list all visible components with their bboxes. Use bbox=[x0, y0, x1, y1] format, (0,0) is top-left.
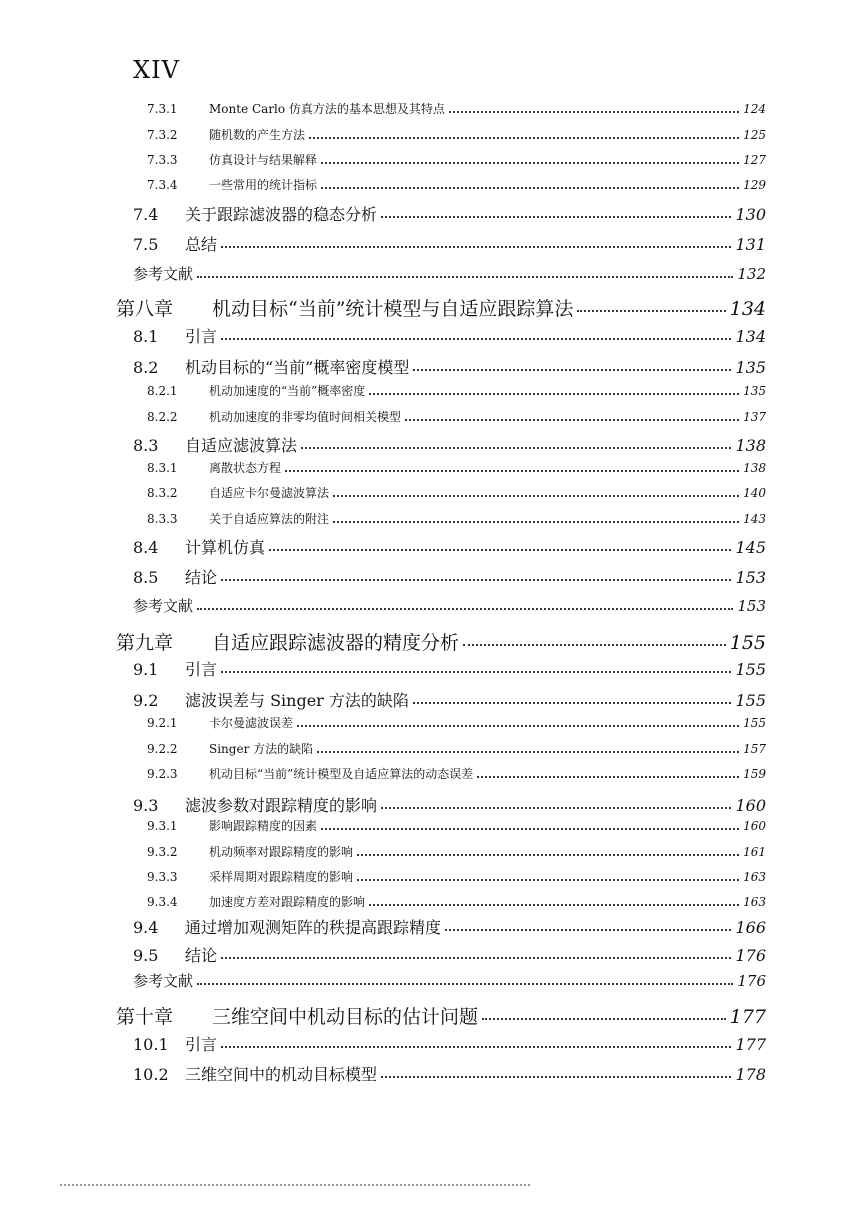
toc-entry-title: 一些常用的统计指标 bbox=[209, 178, 318, 192]
dot-leader bbox=[477, 776, 739, 778]
toc-entry-number: 9.1 bbox=[133, 660, 159, 679]
toc-entry-title: 自适应跟踪滤波器的精度分析 bbox=[212, 632, 460, 654]
dot-leader bbox=[413, 702, 732, 704]
toc-entry-number: 8.1 bbox=[133, 327, 159, 346]
toc-entry-page: 166 bbox=[735, 918, 766, 937]
dot-leader bbox=[197, 608, 733, 610]
toc-entry-number: 7.3.2 bbox=[147, 128, 178, 142]
toc-entry[interactable] bbox=[147, 817, 766, 834]
toc-entry-number: 8.5 bbox=[133, 568, 159, 587]
dot-leader bbox=[321, 828, 739, 830]
dot-leader bbox=[369, 904, 739, 906]
toc-entry[interactable] bbox=[133, 232, 766, 255]
toc-entry[interactable] bbox=[133, 915, 766, 938]
toc-entry-page: 163 bbox=[743, 895, 766, 909]
toc-entry-number: 第十章 bbox=[116, 1006, 174, 1028]
toc-entry[interactable] bbox=[147, 459, 766, 476]
dot-leader bbox=[297, 725, 739, 727]
toc-entry-number: 7.4 bbox=[133, 205, 159, 224]
toc-entry-page: 155 bbox=[735, 691, 766, 710]
toc-entry-page: 178 bbox=[735, 1065, 766, 1084]
toc-entry-number: 10.2 bbox=[133, 1065, 169, 1084]
toc-entry-page: 129 bbox=[743, 178, 766, 192]
toc-entry-title: 引言 bbox=[185, 327, 218, 346]
toc-entry-title: 滤波误差与 Singer 方法的缺陷 bbox=[185, 691, 409, 710]
toc-entry-number: 7.3.4 bbox=[147, 178, 178, 192]
toc-entry-page: 163 bbox=[743, 870, 766, 884]
toc-entry-page: 161 bbox=[743, 845, 766, 859]
toc-entry[interactable] bbox=[133, 793, 766, 816]
toc-entry[interactable] bbox=[116, 1002, 766, 1029]
toc-entry-page: 124 bbox=[743, 102, 766, 116]
toc-entry-page: 157 bbox=[743, 742, 766, 756]
toc-entry-title: 参考文献 bbox=[133, 972, 194, 990]
toc-entry-title: 引言 bbox=[185, 1035, 218, 1054]
toc-entry-page: 160 bbox=[743, 819, 766, 833]
toc-entry[interactable] bbox=[133, 565, 766, 588]
toc-entry-page: 143 bbox=[743, 512, 766, 526]
toc-entry-number: 9.2.3 bbox=[147, 767, 178, 781]
toc-entry[interactable] bbox=[133, 263, 766, 284]
toc-entry-title: 机动目标的“当前”概率密度模型 bbox=[185, 358, 410, 377]
toc-entry-page: 135 bbox=[743, 384, 766, 398]
toc-entry[interactable] bbox=[147, 714, 766, 731]
toc-entry-number: 9.3.2 bbox=[147, 845, 178, 859]
dot-leader bbox=[221, 957, 731, 959]
toc-entry[interactable] bbox=[133, 970, 766, 991]
toc-entry-number: 9.3.1 bbox=[147, 819, 178, 833]
toc-entry-title: 计算机仿真 bbox=[185, 538, 266, 557]
toc-entry-title: 引言 bbox=[185, 660, 218, 679]
toc-entry-number: 7.5 bbox=[133, 235, 159, 254]
toc-entry-number: 8.3.1 bbox=[147, 461, 178, 475]
toc-entry-page: 134 bbox=[729, 298, 766, 320]
toc-entry[interactable] bbox=[116, 628, 766, 655]
toc-entry-page: 153 bbox=[737, 597, 766, 615]
toc-entry[interactable] bbox=[133, 943, 766, 966]
toc-entry-page: 130 bbox=[735, 205, 766, 224]
dot-leader bbox=[221, 246, 731, 248]
toc-entry-number: 8.2.2 bbox=[147, 410, 178, 424]
toc-entry-number: 9.4 bbox=[133, 918, 159, 937]
toc-entry-page: 145 bbox=[735, 538, 766, 557]
toc-entry-title: 随机数的产生方法 bbox=[209, 128, 306, 142]
toc-entry[interactable] bbox=[147, 843, 766, 860]
toc-entry-number: 8.3 bbox=[133, 436, 159, 455]
toc-entry-title: 加速度方差对跟踪精度的影响 bbox=[209, 895, 366, 909]
toc-entry-title: Singer 方法的缺陷 bbox=[209, 742, 314, 756]
toc-entry-title: 机动目标“当前”统计模型与自适应跟踪算法 bbox=[212, 298, 574, 320]
toc-entry[interactable] bbox=[147, 382, 766, 399]
toc-entry-title: 三维空间中的机动目标模型 bbox=[185, 1065, 378, 1084]
toc-entry[interactable] bbox=[133, 1062, 766, 1085]
toc-entry[interactable] bbox=[116, 294, 766, 321]
toc-entry-title: 关于自适应算法的附注 bbox=[209, 512, 330, 526]
toc-entry-title: 机动频率对跟踪精度的影响 bbox=[209, 845, 354, 859]
toc-entry-number: 9.3 bbox=[133, 796, 159, 815]
dot-leader bbox=[321, 187, 739, 189]
dot-leader bbox=[445, 929, 731, 931]
toc-entry-title: 三维空间中机动目标的估计问题 bbox=[212, 1006, 479, 1028]
toc-entry-number: 第九章 bbox=[116, 632, 174, 654]
toc-entry[interactable] bbox=[147, 176, 766, 193]
toc-entry-title: 机动加速度的“当前”概率密度 bbox=[209, 384, 366, 398]
toc-entry[interactable] bbox=[133, 535, 766, 558]
toc-entry-title: Monte Carlo 仿真方法的基本思想及其特点 bbox=[209, 102, 445, 116]
toc-entry-title: 结论 bbox=[185, 568, 218, 587]
toc-entry-title: 仿真设计与结果解释 bbox=[209, 153, 318, 167]
toc-entry-number: 8.3.2 bbox=[147, 486, 178, 500]
dot-leader bbox=[381, 216, 731, 218]
toc-entry[interactable] bbox=[147, 126, 766, 143]
dot-leader bbox=[357, 879, 739, 881]
toc-entry-number: 9.3.4 bbox=[147, 895, 178, 909]
toc-entry-page: 155 bbox=[735, 660, 766, 679]
dot-leader bbox=[463, 644, 726, 646]
toc-entry-number: 9.5 bbox=[133, 946, 159, 965]
toc-entry[interactable] bbox=[147, 765, 766, 782]
toc-entry-number: 10.1 bbox=[133, 1035, 169, 1054]
toc-entry[interactable] bbox=[133, 595, 766, 616]
toc-entry-title: 关于跟踪滤波器的稳态分析 bbox=[185, 205, 378, 224]
toc-entry-page: 135 bbox=[735, 358, 766, 377]
toc-entry-page: 127 bbox=[743, 153, 766, 167]
toc-entry-page: 125 bbox=[743, 128, 766, 142]
toc-entry-title: 自适应滤波算法 bbox=[185, 436, 298, 455]
dot-leader bbox=[449, 111, 739, 113]
toc-entry-page: 159 bbox=[743, 767, 766, 781]
dot-leader bbox=[381, 1076, 731, 1078]
toc-entry[interactable] bbox=[133, 324, 766, 347]
toc-entry[interactable] bbox=[133, 1032, 766, 1055]
toc-entry[interactable] bbox=[133, 688, 766, 711]
toc-entry-title: 参考文献 bbox=[133, 597, 194, 615]
dot-leader bbox=[197, 983, 733, 985]
dot-leader bbox=[285, 470, 739, 472]
page-number: XIV bbox=[133, 56, 180, 84]
toc-entry-page: 177 bbox=[735, 1035, 766, 1054]
toc-entry-page: 155 bbox=[743, 716, 766, 730]
toc-entry-page: 131 bbox=[735, 235, 766, 254]
toc-entry[interactable] bbox=[147, 100, 766, 117]
dot-leader bbox=[413, 369, 731, 371]
toc-entry-number: 第八章 bbox=[116, 298, 174, 320]
toc-entry-title: 机动目标“当前”统计模型及自适应算法的动态误差 bbox=[209, 767, 474, 781]
toc-entry-number: 9.2.2 bbox=[147, 742, 178, 756]
toc-entry-title: 影响跟踪精度的因素 bbox=[209, 819, 318, 833]
toc-entry-title: 滤波参数对跟踪精度的影响 bbox=[185, 796, 378, 815]
toc-entry[interactable] bbox=[147, 868, 766, 885]
dot-leader bbox=[381, 807, 731, 809]
toc-entry-page: 155 bbox=[729, 632, 766, 654]
dot-leader bbox=[317, 751, 739, 753]
toc-entry-page: 153 bbox=[735, 568, 766, 587]
toc-entry[interactable] bbox=[147, 151, 766, 168]
toc-entry-title: 参考文献 bbox=[133, 265, 194, 283]
dot-leader bbox=[309, 137, 739, 139]
dot-leader bbox=[482, 1018, 726, 1020]
dot-leader bbox=[197, 276, 733, 278]
dot-leader bbox=[221, 579, 731, 581]
toc-entry[interactable] bbox=[133, 433, 766, 456]
dot-leader bbox=[269, 549, 731, 551]
toc-entry[interactable] bbox=[147, 510, 766, 527]
toc-entry-number: 7.3.1 bbox=[147, 102, 178, 116]
toc-entry-title: 采样周期对跟踪精度的影响 bbox=[209, 870, 354, 884]
dot-leader bbox=[221, 671, 731, 673]
toc-entry-title: 总结 bbox=[185, 235, 218, 254]
toc-entry-page: 138 bbox=[735, 436, 766, 455]
scan-noise-line bbox=[60, 1180, 530, 1186]
dot-leader bbox=[357, 854, 739, 856]
toc-entry-page: 137 bbox=[743, 410, 766, 424]
toc-entry-page: 176 bbox=[735, 946, 766, 965]
toc-entry-page: 140 bbox=[743, 486, 766, 500]
toc-entry-title: 自适应卡尔曼滤波算法 bbox=[209, 486, 330, 500]
toc-entry-number: 8.4 bbox=[133, 538, 159, 557]
toc-entry-page: 160 bbox=[735, 796, 766, 815]
dot-leader bbox=[369, 393, 739, 395]
toc-entry-title: 离散状态方程 bbox=[209, 461, 282, 475]
toc-entry-number: 9.3.3 bbox=[147, 870, 178, 884]
toc-entry-number: 9.2.1 bbox=[147, 716, 178, 730]
toc-entry-number: 9.2 bbox=[133, 691, 159, 710]
toc-entry-page: 176 bbox=[737, 972, 766, 990]
toc-entry[interactable] bbox=[147, 408, 766, 425]
toc-entry-number: 7.3.3 bbox=[147, 153, 178, 167]
dot-leader bbox=[405, 419, 739, 421]
dot-leader bbox=[333, 521, 739, 523]
toc-entry[interactable] bbox=[147, 484, 766, 501]
toc-entry-number: 8.3.3 bbox=[147, 512, 178, 526]
toc-entry-title: 通过增加观测矩阵的秩提高跟踪精度 bbox=[185, 918, 442, 937]
toc-entry-number: 8.2.1 bbox=[147, 384, 178, 398]
toc-entry-title: 卡尔曼滤波误差 bbox=[209, 716, 294, 730]
toc-entry-page: 177 bbox=[729, 1006, 766, 1028]
toc-entry[interactable] bbox=[133, 355, 766, 378]
dot-leader bbox=[301, 447, 731, 449]
dot-leader bbox=[221, 338, 731, 340]
dot-leader bbox=[321, 162, 739, 164]
dot-leader bbox=[577, 310, 725, 312]
toc-entry-page: 138 bbox=[743, 461, 766, 475]
dot-leader bbox=[221, 1046, 731, 1048]
toc-entry-title: 机动加速度的非零均值时间相关模型 bbox=[209, 410, 402, 424]
toc-entry-title: 结论 bbox=[185, 946, 218, 965]
toc-entry[interactable] bbox=[133, 202, 766, 225]
toc-entry[interactable] bbox=[147, 740, 766, 757]
dot-leader bbox=[333, 495, 739, 497]
toc-entry-page: 132 bbox=[737, 265, 766, 283]
toc-entry-number: 8.2 bbox=[133, 358, 159, 377]
toc-entry[interactable] bbox=[147, 893, 766, 910]
toc-entry[interactable] bbox=[133, 657, 766, 680]
toc-entry-page: 134 bbox=[735, 327, 766, 346]
